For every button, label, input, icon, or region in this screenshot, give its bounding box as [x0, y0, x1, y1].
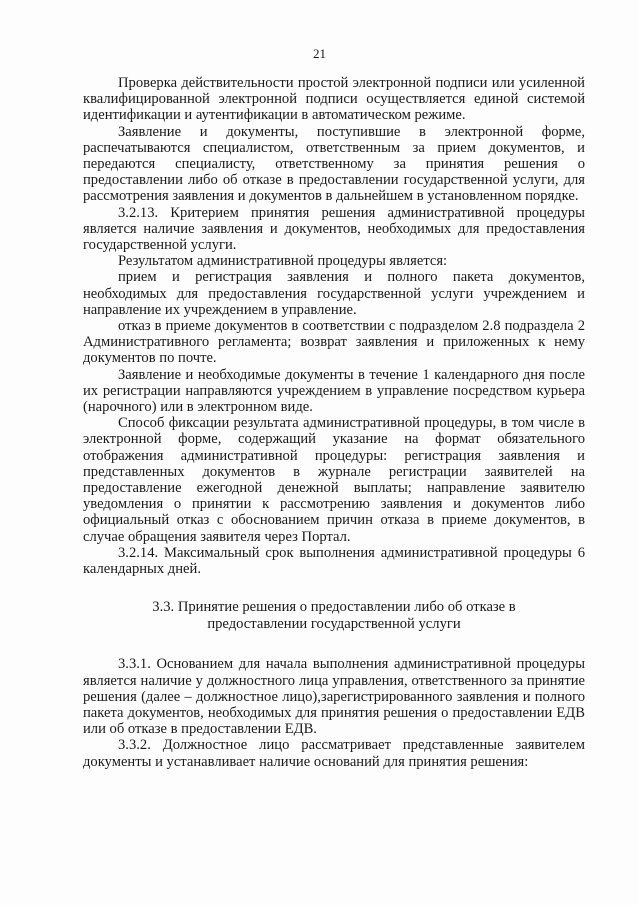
- paragraph-3-3-1: 3.3.1. Основанием для начала выполнения административной процедуры является наличие у должностного лица управления, ответственного за принятие решения (далее – должностное лицо),зарегистрированного заявления и полного пакета документов, необходимых для принятия решения о предоставлении ЕДВ или об отказе в предоставлении ЕДВ.: [83, 656, 585, 738]
- paragraph-fixation-method: Способ фиксации результата административной процедуры, в том числе в электронной форме, содержащий указание на формат обязательного отображения административной процедуры: регистрация заявления и представленных документов в журнале регистрации заявителей на предоставление ежегодной денежной выплаты; направление заявителю уведомления о принятии к рассмотрению заявления и документов либо официальный отказ с обоснованием причин отказа в приеме документов, в случае обращения заявителя через Портал.: [83, 415, 585, 545]
- document-body: [83, 75, 585, 770]
- paragraph-result-intro: Результатом административной процедуры является:: [118, 253, 448, 270]
- paragraph-3-2-13: 3.2.13. Критерием принятия решения административной процедуры является наличие заявления и документов, необходимых для предоставления государственной услуги.: [83, 204, 585, 254]
- section-heading-line-1: 3.3. Принятие решения о предоставлении либо об отказе в: [152, 599, 516, 616]
- section-heading-3-3: [83, 599, 585, 633]
- paragraph-signature-check: Проверка действительности простой электронной подписи или усиленной квалифицированной электронной подписи осуществляется единой системой идентификации и аутентификации в автоматическом режиме.: [83, 75, 585, 124]
- section-heading-line-2: предоставлении государственной услуги: [207, 616, 461, 633]
- page-number: 21: [313, 46, 326, 61]
- paragraph-forwarding: Заявление и необходимые документы в течение 1 календарного дня после их регистрации направляются учреждением в управление посредством курьера (нарочного) или в электронном виде.: [83, 366, 585, 416]
- paragraph-result-refusal: отказ в приеме документов в соответствии с подразделом 2.8 подраздела 2 Административного регламента; возврат заявления и приложенных к нему документов по почте.: [83, 318, 585, 367]
- paragraph-3-3-2: 3.3.2. Должностное лицо рассматривает представленные заявителем документы и устанавливает наличие оснований для принятия решения:: [83, 737, 585, 770]
- paragraph-3-2-14: 3.2.14. Максимальный срок выполнения административной процедуры 6 календарных дней.: [83, 544, 585, 578]
- paragraph-result-acceptance: прием и регистрация заявления и полного пакета документов, необходимых для предоставления государственной услуги учреждением и направление их учреждением в управление.: [83, 269, 585, 318]
- paragraph-electronic-documents: Заявление и документы, поступившие в электронной форме, распечатываются специалистом, ответственным за прием документов, и передаются специалисту, ответственному за принятия решения о предоставлении либо об отказе в предоставлении государственной услуги, для рассмотрения заявления и документов в дальнейшем в установленном порядке.: [83, 123, 585, 205]
